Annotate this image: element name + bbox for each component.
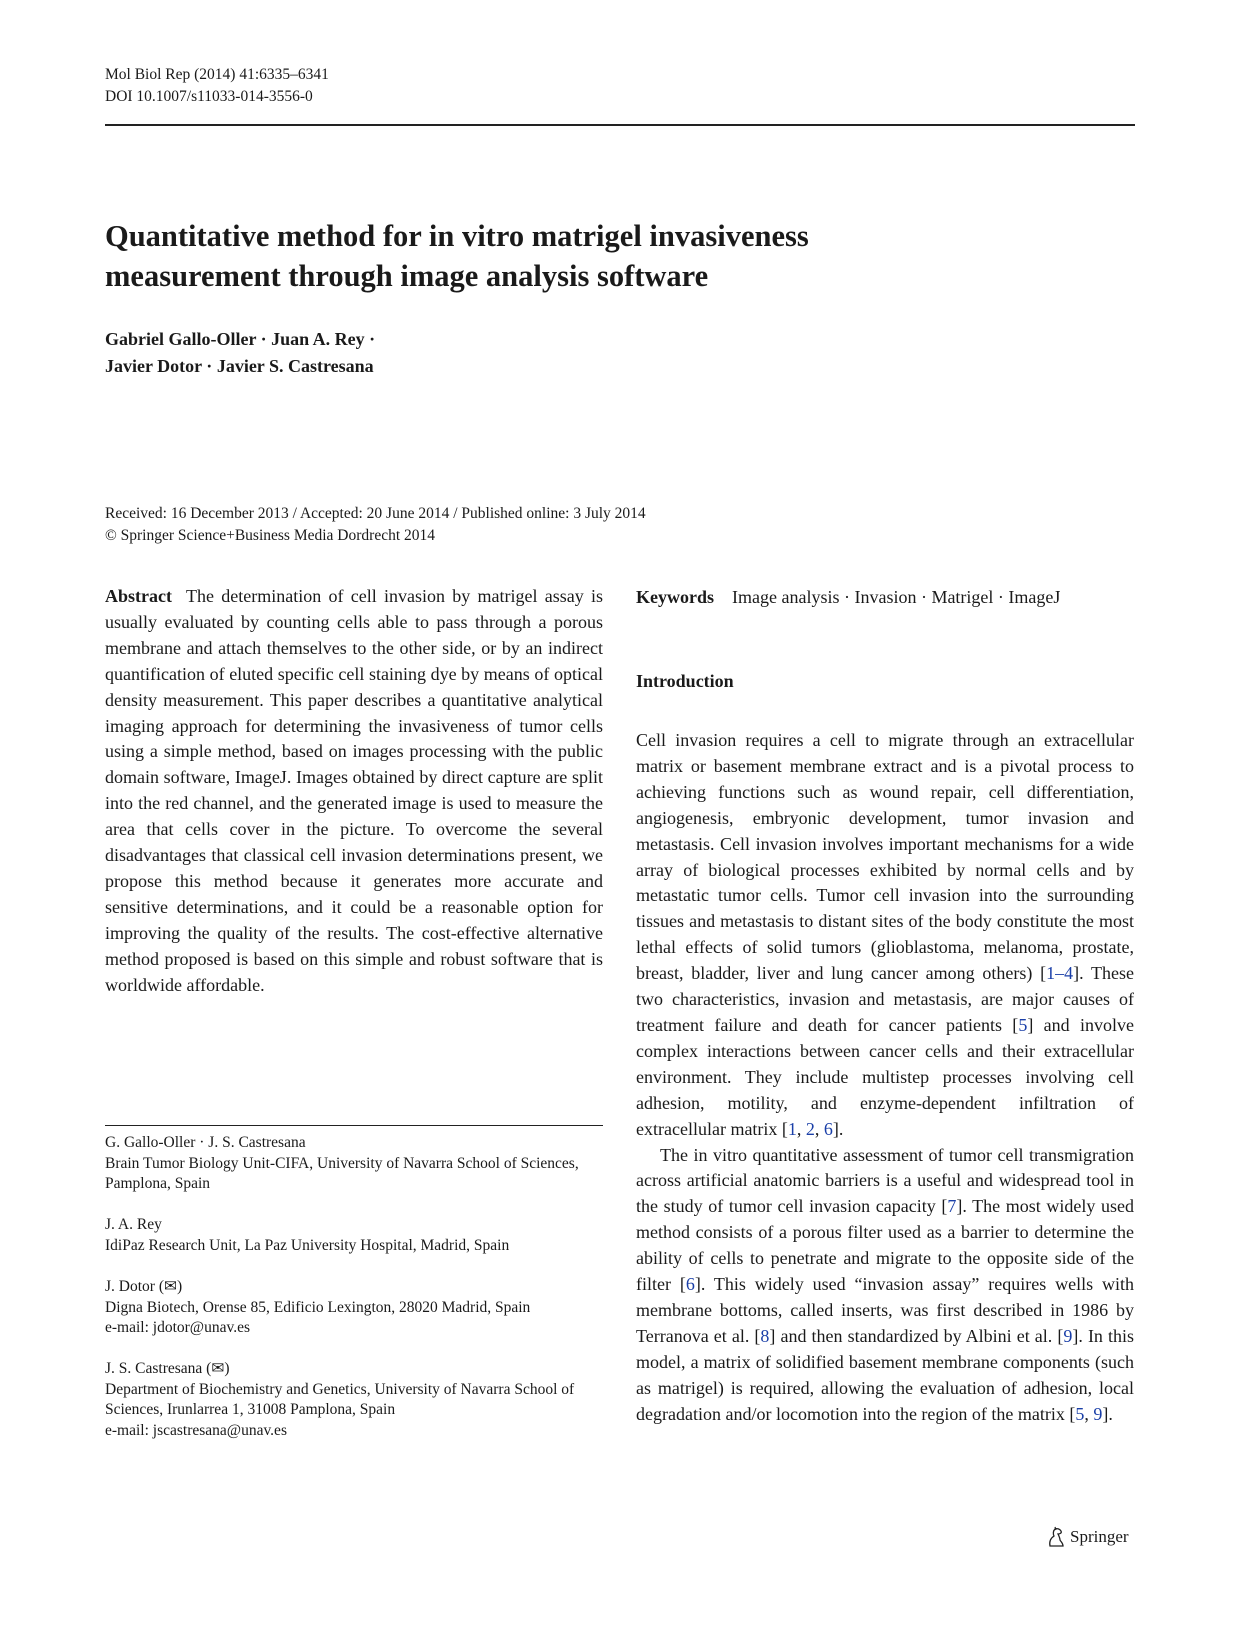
paragraph-text: ] and then standardized by Albini et al. [ [769, 1325, 1064, 1346]
affiliation-address: Department of Biochemistry and Genetics, University of Navarra School of Sciences, Irunlarrea 1, 31008 Pamplona, Spain [105, 1380, 575, 1419]
citation-link[interactable]: 1 [787, 1118, 797, 1139]
keywords [636, 584, 1134, 610]
affiliation-names: J. S. Castresana (✉) [105, 1360, 230, 1378]
citation-link[interactable]: 6 [685, 1274, 695, 1295]
left-column [105, 584, 603, 999]
keywords-heading: Keywords [636, 587, 714, 607]
doi: DOI 10.1007/s11033-014-3556-0 [105, 88, 313, 105]
separator: , [1084, 1403, 1094, 1424]
affiliation-address: Brain Tumor Biology Unit-CIFA, University of Navarra School of Sciences, Pamplona, Spain [105, 1154, 579, 1193]
affiliation-3 [105, 1277, 603, 1339]
affiliation-2 [105, 1215, 603, 1256]
right-column [636, 584, 1134, 1427]
journal-citation: Mol Biol Rep (2014) 41:6335–6341 [105, 66, 329, 83]
publisher-name: Springer [1070, 1527, 1129, 1546]
springer-logo [1045, 1526, 1129, 1548]
paragraph-text: ] and involve complex interactions between cancer cells and their extracellular environment. They include multistep processes involving cell adhesion, motility, and enzyme-dependent infiltration of extracellular matrix [ [636, 1014, 1134, 1139]
separator: , [796, 1118, 806, 1139]
paragraph-text: ]. In this model, a matrix of solidified basement membrane components (such as matrigel) is required, allowing the evaluation of adhesion, local degradation and/or locomotion into the region of the matrix [ [636, 1325, 1135, 1424]
publication-dates [105, 503, 646, 547]
intro-paragraph-2 [636, 1143, 1134, 1428]
paragraph-text: ]. These two characteristics, invasion and metastasis, are major causes of treatment failure and death for cancer patients [ [636, 963, 1134, 1035]
paragraph-text: ]. The most widely used method consists of a porous filter used as a barrier to determine the ability of cells to penetrate and migrate to the opposite side of the filter [ [636, 1196, 1134, 1295]
separator: , [814, 1118, 824, 1139]
citation-link[interactable]: 7 [947, 1196, 957, 1217]
introduction-heading: Introduction [636, 671, 734, 691]
header-divider [105, 124, 1135, 126]
springer-horse-icon [1045, 1526, 1067, 1548]
copyright: © Springer Science+Business Media Dordrecht 2014 [105, 527, 436, 544]
affiliation-names: J. Dotor (✉) [105, 1277, 183, 1295]
affiliation-divider [105, 1125, 603, 1126]
journal-header [105, 64, 329, 108]
affiliations [105, 1133, 603, 1462]
history-dates: Received: 16 December 2013 / Accepted: 20 June 2014 / Published online: 3 July 2014 [105, 505, 646, 522]
affiliation-address: Digna Biotech, Orense 85, Edificio Lexington, 28020 Madrid, Spain [105, 1298, 531, 1316]
authors-line-1: Gabriel Gallo-Oller · Juan A. Rey · [105, 329, 376, 349]
citation-link[interactable]: 2 [805, 1118, 815, 1139]
email-link[interactable]: e-mail: jscastresana@unav.es [105, 1422, 287, 1440]
citation-link[interactable]: 9 [1063, 1325, 1073, 1346]
abstract [105, 584, 603, 999]
paragraph-text: ]. This widely used “invasion assay” requires wells with membrane bottoms, called inserts, was first described in 1986 by Terranova et al. [ [636, 1274, 1134, 1346]
affiliation-1 [105, 1133, 603, 1195]
citation-link[interactable]: 5 [1075, 1403, 1085, 1424]
authors-line-2: Javier Dotor · Javier S. Castresana [105, 356, 374, 376]
paragraph-text: ]. [1102, 1403, 1113, 1424]
title-line-2: measurement through image analysis software [105, 259, 709, 293]
paper-title [105, 216, 1105, 296]
paragraph-text: The in vitro quantitative assessment of tumor cell transmigration across artificial anatomic barriers is a useful and widespread tool in the study of tumor cell invasion capacity [ [636, 1144, 1134, 1217]
citation-link[interactable]: 9 [1093, 1403, 1103, 1424]
author-list [105, 326, 375, 380]
keywords-text: Image analysis · Invasion · Matrigel · ImageJ [732, 587, 1061, 607]
abstract-text: The determination of cell invasion by matrigel assay is usually evaluated by counting cells able to pass through a porous membrane and attach themselves to the other side, or by an indirect quantification of eluted specific cell staining dye by means of optical density measurement. This paper describes a quantitative analytical imaging approach for determining the invasiveness of tumor cells using a simple method, based on images processing with the public domain software, ImageJ. Images obtained by direct capture are split into the red channel, and the generated image is used to measure the area that cells cover in the picture. To overcome the several disadvantages that classical cell invasion determinations present, we propose this method because it generates more accurate and sensitive determinations, and it could be a reasonable option for improving the quality of the results. The cost-effective alternative method proposed is based on this simple and robust software that is worldwide affordable. [105, 586, 603, 995]
citation-link[interactable]: 5 [1018, 1014, 1028, 1035]
citation-link[interactable]: 6 [823, 1118, 833, 1139]
affiliation-4 [105, 1359, 603, 1441]
paragraph-text: ]. [832, 1118, 844, 1139]
intro-paragraph-1 [636, 728, 1134, 1143]
citation-link[interactable]: 8 [760, 1325, 770, 1346]
email-link[interactable]: e-mail: jdotor@unav.es [105, 1319, 250, 1337]
citation-link[interactable]: 1–4 [1046, 963, 1074, 984]
affiliation-address: IdiPaz Research Unit, La Paz University Hospital, Madrid, Spain [105, 1236, 510, 1254]
paragraph-text: Cell invasion requires a cell to migrate through an extracellular matrix or basement membrane extract and is a pivotal process to achieving functions such as wound repair, cell differentiation, angiogenesis, embryonic development, tumor invasion and metastasis. Cell invasion involves important mechanisms for a wide array of biological processes exhibited by normal cells and by metastatic tumor cells. Tumor cell invasion into the surrounding tissues and metastasis to distant sites of the body constitute the most lethal effects of solid tumors (glioblastoma, melanoma, prostate, breast, bladder, liver and lung cancer among others) [ [636, 730, 1134, 984]
title-line-1: Quantitative method for in vitro matrigel invasiveness [105, 219, 809, 253]
abstract-heading: Abstract [105, 586, 172, 606]
affiliation-names: J. A. Rey [105, 1216, 162, 1234]
affiliation-names: G. Gallo-Oller · J. S. Castresana [105, 1134, 306, 1151]
